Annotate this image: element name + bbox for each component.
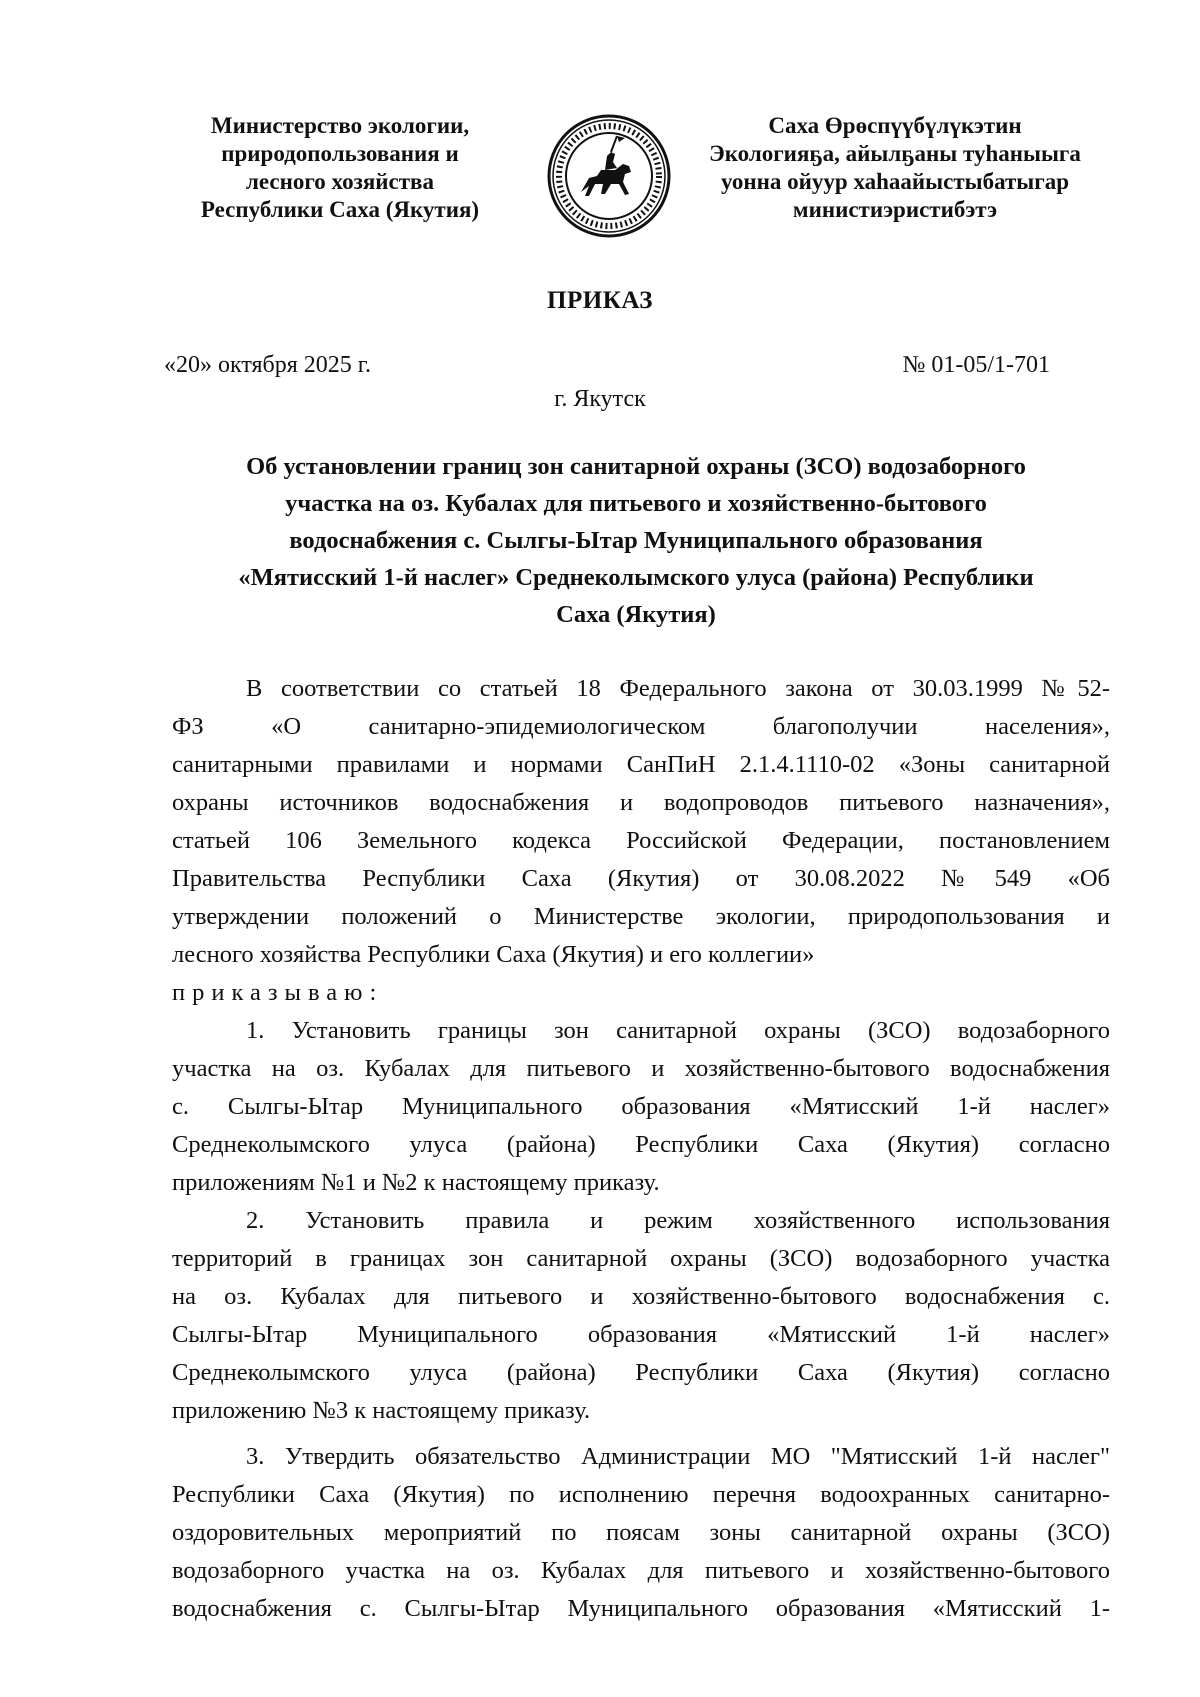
document-city: г. Якутск (554, 386, 646, 412)
body-line: охраны источников водоснабжения и водопроводов питьевого назначения», (172, 789, 1110, 816)
body-line: приложениям №1 и №2 к настоящему приказу. (172, 1169, 660, 1196)
subject-line: водоснабжения с. Сылгы-Ытар Муниципального образования (289, 527, 983, 554)
body-line: оздоровительных мероприятий по поясам зоны санитарной охраны (ЗСО) (172, 1519, 1110, 1546)
subject-line: участка на оз. Кубалах для питьевого и хозяйственно-бытового (285, 490, 987, 517)
ministry-name-ru (160, 112, 520, 224)
document-type-title: ПРИКАЗ (547, 287, 653, 314)
document-number: № 01-05/1-701 (902, 352, 1050, 378)
body-line: утверждении положений о Министерстве экологии, природопользования и (172, 903, 1110, 930)
preamble (172, 670, 1110, 974)
body-line: водоснабжения с. Сылгы-Ытар Муниципального образования «Мятисский 1- (172, 1595, 1110, 1622)
body-line: приложению №3 к настоящему приказу. (172, 1397, 591, 1424)
subject-line: Об установлении границ зон санитарной охраны (ЗСО) водозаборного (246, 453, 1026, 480)
order-item-2 (172, 1202, 1110, 1430)
ministry-name-ru-line: лесного хозяйства (246, 169, 434, 194)
subject-line: «Мятисский 1-й наслег» Среднеколымского улуса (района) Республики (238, 564, 1034, 591)
body-line: Республики Саха (Якутия) по исполнению перечня водоохранных санитарно- (172, 1481, 1110, 1508)
body-line: 2. Установить правила и режим хозяйственного использования (246, 1207, 1110, 1234)
subject-line: Саха (Якутия) (556, 601, 716, 628)
body-line: ФЗ «О санитарно-эпидемиологическом благополучии населения», (172, 713, 1110, 740)
ministry-name-sah-line: министиэристибэтэ (792, 197, 998, 222)
body-line: статьей 106 Земельного кодекса Российской Федерации, постановлением (172, 827, 1110, 854)
order-item-3 (172, 1438, 1110, 1628)
ministry-name-ru-line: Министерство экологии, (210, 113, 470, 138)
ministry-name-sah (700, 112, 1090, 224)
body-line: Правительства Республики Саха (Якутия) от 30.08.2022 №549 «Об (172, 865, 1110, 892)
body-line: участка на оз. Кубалах для питьевого и хозяйственно-бытового водоснабжения (172, 1055, 1110, 1082)
body-line: Сылгы-Ытар Муниципального образования «Мятисский 1-й наслег» (172, 1321, 1110, 1348)
body-line: В соответствии со статьей 18 Федерального закона от 30.03.1999 №52- (246, 675, 1110, 702)
body-line: санитарными правилами и нормами СанПиН 2.1.4.1110-02 «Зоны санитарной (172, 751, 1110, 778)
body-line: на оз. Кубалах для питьевого и хозяйственно-бытового водоснабжения с. (172, 1283, 1110, 1310)
body-line: 1. Установить границы зон санитарной охраны (ЗСО) водозаборного (246, 1017, 1110, 1044)
body-line: с. Сылгы-Ытар Муниципального образования «Мятисский 1-й наслег» (172, 1093, 1110, 1120)
ministry-name-sah-line: Экологияҕа, айылҕаны туһаныыга (709, 141, 1081, 166)
document-subject (160, 448, 1112, 633)
body-line: Среднеколымского улуса (района) Республики Саха (Якутия) согласно (172, 1359, 1110, 1386)
order-item-1 (172, 1012, 1110, 1202)
body-line: территорий в границах зон санитарной охраны (ЗСО) водозаборного участка (172, 1245, 1110, 1272)
body-line: Среднеколымского улуса (района) Республики Саха (Якутия) согласно (172, 1131, 1110, 1158)
document-body (172, 670, 1110, 1628)
ministry-name-ru-line: природопользования и (221, 141, 459, 166)
body-line: водозаборного участка на оз. Кубалах для питьевого и хозяйственно-бытового (172, 1557, 1110, 1584)
body-line: 3. Утвердить обязательство Администрации МО "Мятисский 1-й наслег" (246, 1443, 1110, 1470)
sakha-emblem-icon (545, 112, 673, 240)
ministry-name-sah-line: Саха Өрөспүүбүлүкэтин (768, 113, 1022, 138)
ministry-name-sah-line: уонна ойуур хаһаайыстыбатыгар (720, 169, 1070, 194)
document-date: «20» октября 2025 г. (164, 352, 371, 378)
body-line: лесного хозяйства Республики Саха (Якутия) и его коллегии» (172, 941, 815, 968)
ministry-name-ru-line: Республики Саха (Якутия) (200, 197, 480, 222)
order-word: приказываю: (172, 979, 384, 1006)
